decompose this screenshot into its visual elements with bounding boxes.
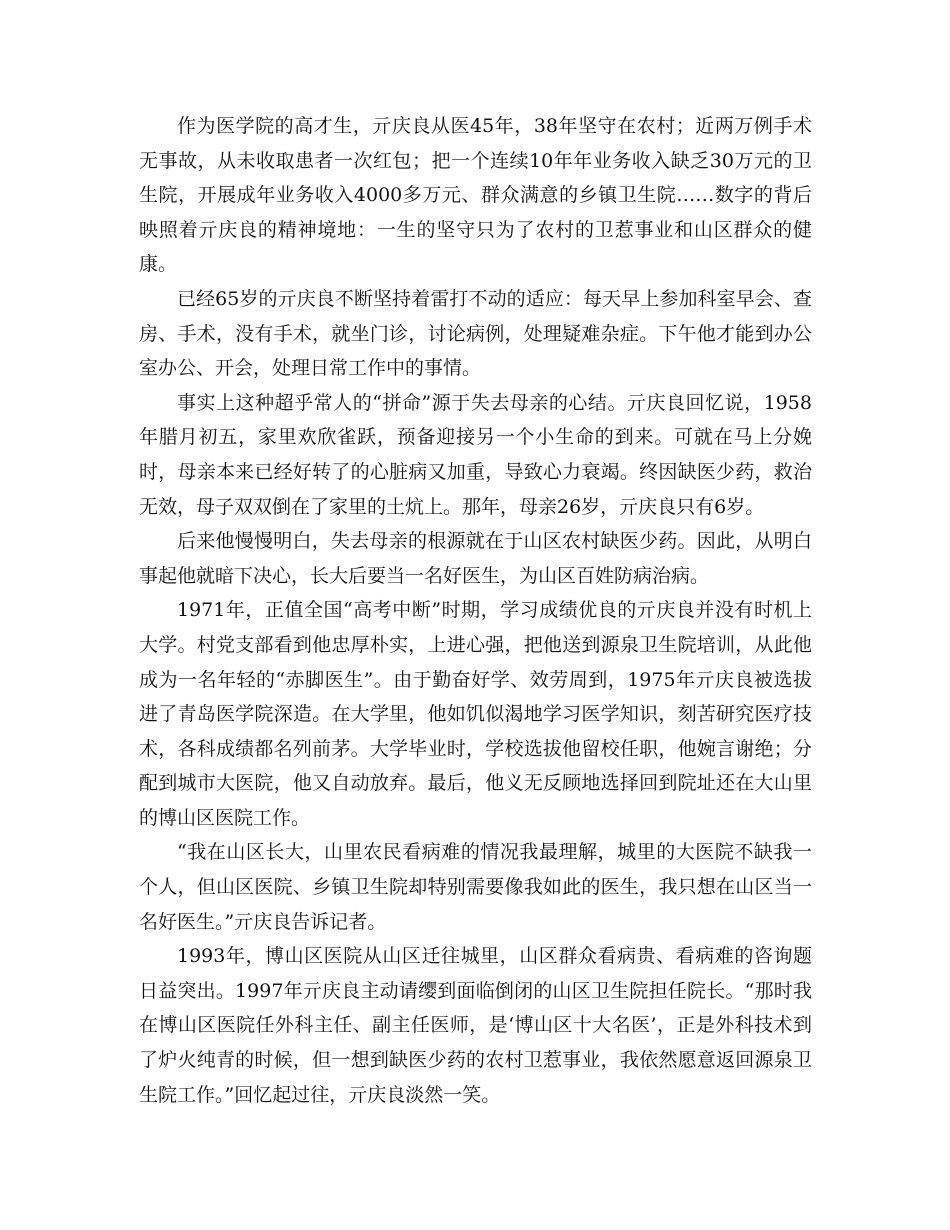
paragraph-2: 已经65岁的亓庆良不断坚持着雷打不动的适应：每天早上参加科室早会、查房、手术，没有手术，就坐门诊，讨论病例，处理疑难杂症。下午他才能到办公室办公、开会，处理日常工作中的事情。 [139, 287, 812, 380]
paragraph-6: “我在山区长大，山里农民看病难的情况我最理解，城里的大医院不缺我一个人，但山区医院、乡镇卫生院却特别需要像我如此的医生，我只想在山区当一名好医生。”亓庆良告诉记者。 [139, 841, 812, 933]
paragraph-3: 事实上这种超乎常人的“拼命”源于失去母亲的心结。亓庆良回忆说，1958年腊月初五，家里欢欣雀跃，预备迎接另一个小生命的到来。可就在马上分娩时，母亲本来已经好转了的心脏病又加重，导致心力衰竭。终因缺医少药，救治无效，母子双双倒在了家里的土炕上。那年，母亲26岁，亓庆良只有6岁。 [139, 391, 812, 518]
paragraph-5: 1971年，正值全国“高考中断”时期，学习成绩优良的亓庆良并没有时机上大学。村党支部看到他忠厚朴实，上进心强，把他送到源泉卫生院培训，从此他成为一名年轻的“赤脚医生”。由于勤奋好学、效劳周到，1975年亓庆良被选拔进了青岛医学院深造。在大学里，他如饥似渴地学习医学知识，刻苦研究医疗技术，各科成绩都名列前茅。大学毕业时，学校选拔他留校任职，他婉言谢绝；分配到城市大医院，他又自动放弃。最后，他义无反顾地选择回到院址还在大山里的博山区医院工作。 [139, 599, 812, 829]
paragraph-1: 作为医学院的高才生，亓庆良从医45年，38年坚守在农村；近两万例手术无事故，从未收取患者一次红包；把一个连续10年年业务收入缺乏30万元的卫生院，开展成年业务收入4000多万元、群众满意的乡镇卫生院……数字的背后映照着亓庆良的精神境地：一生的坚守只为了农村的卫惹事业和山区群众的健康。 [139, 115, 812, 276]
paragraph-4: 后来他慢慢明白，失去母亲的根源就在于山区农村缺医少药。因此，从明白事起他就暗下决心，长大后要当一名好医生，为山区百姓防病治病。 [139, 530, 812, 587]
document-body [139, 109, 812, 1112]
paragraph-7: 1993年，博山区医院从山区迁往城里，山区群众看病贵、看病难的咨询题日益突出。1997年亓庆良主动请缨到面临倒闭的山区卫生院担任院长。“那时我在博山区医院任外科主任、副主任医师，是‘博山区十大名医’，正是外科技术到了炉火纯青的时候，但一想到缺医少药的农村卫惹事业，我依然愿意返回源泉卫生院工作。”回忆起过往，亓庆良淡然一笑。 [139, 945, 812, 1106]
